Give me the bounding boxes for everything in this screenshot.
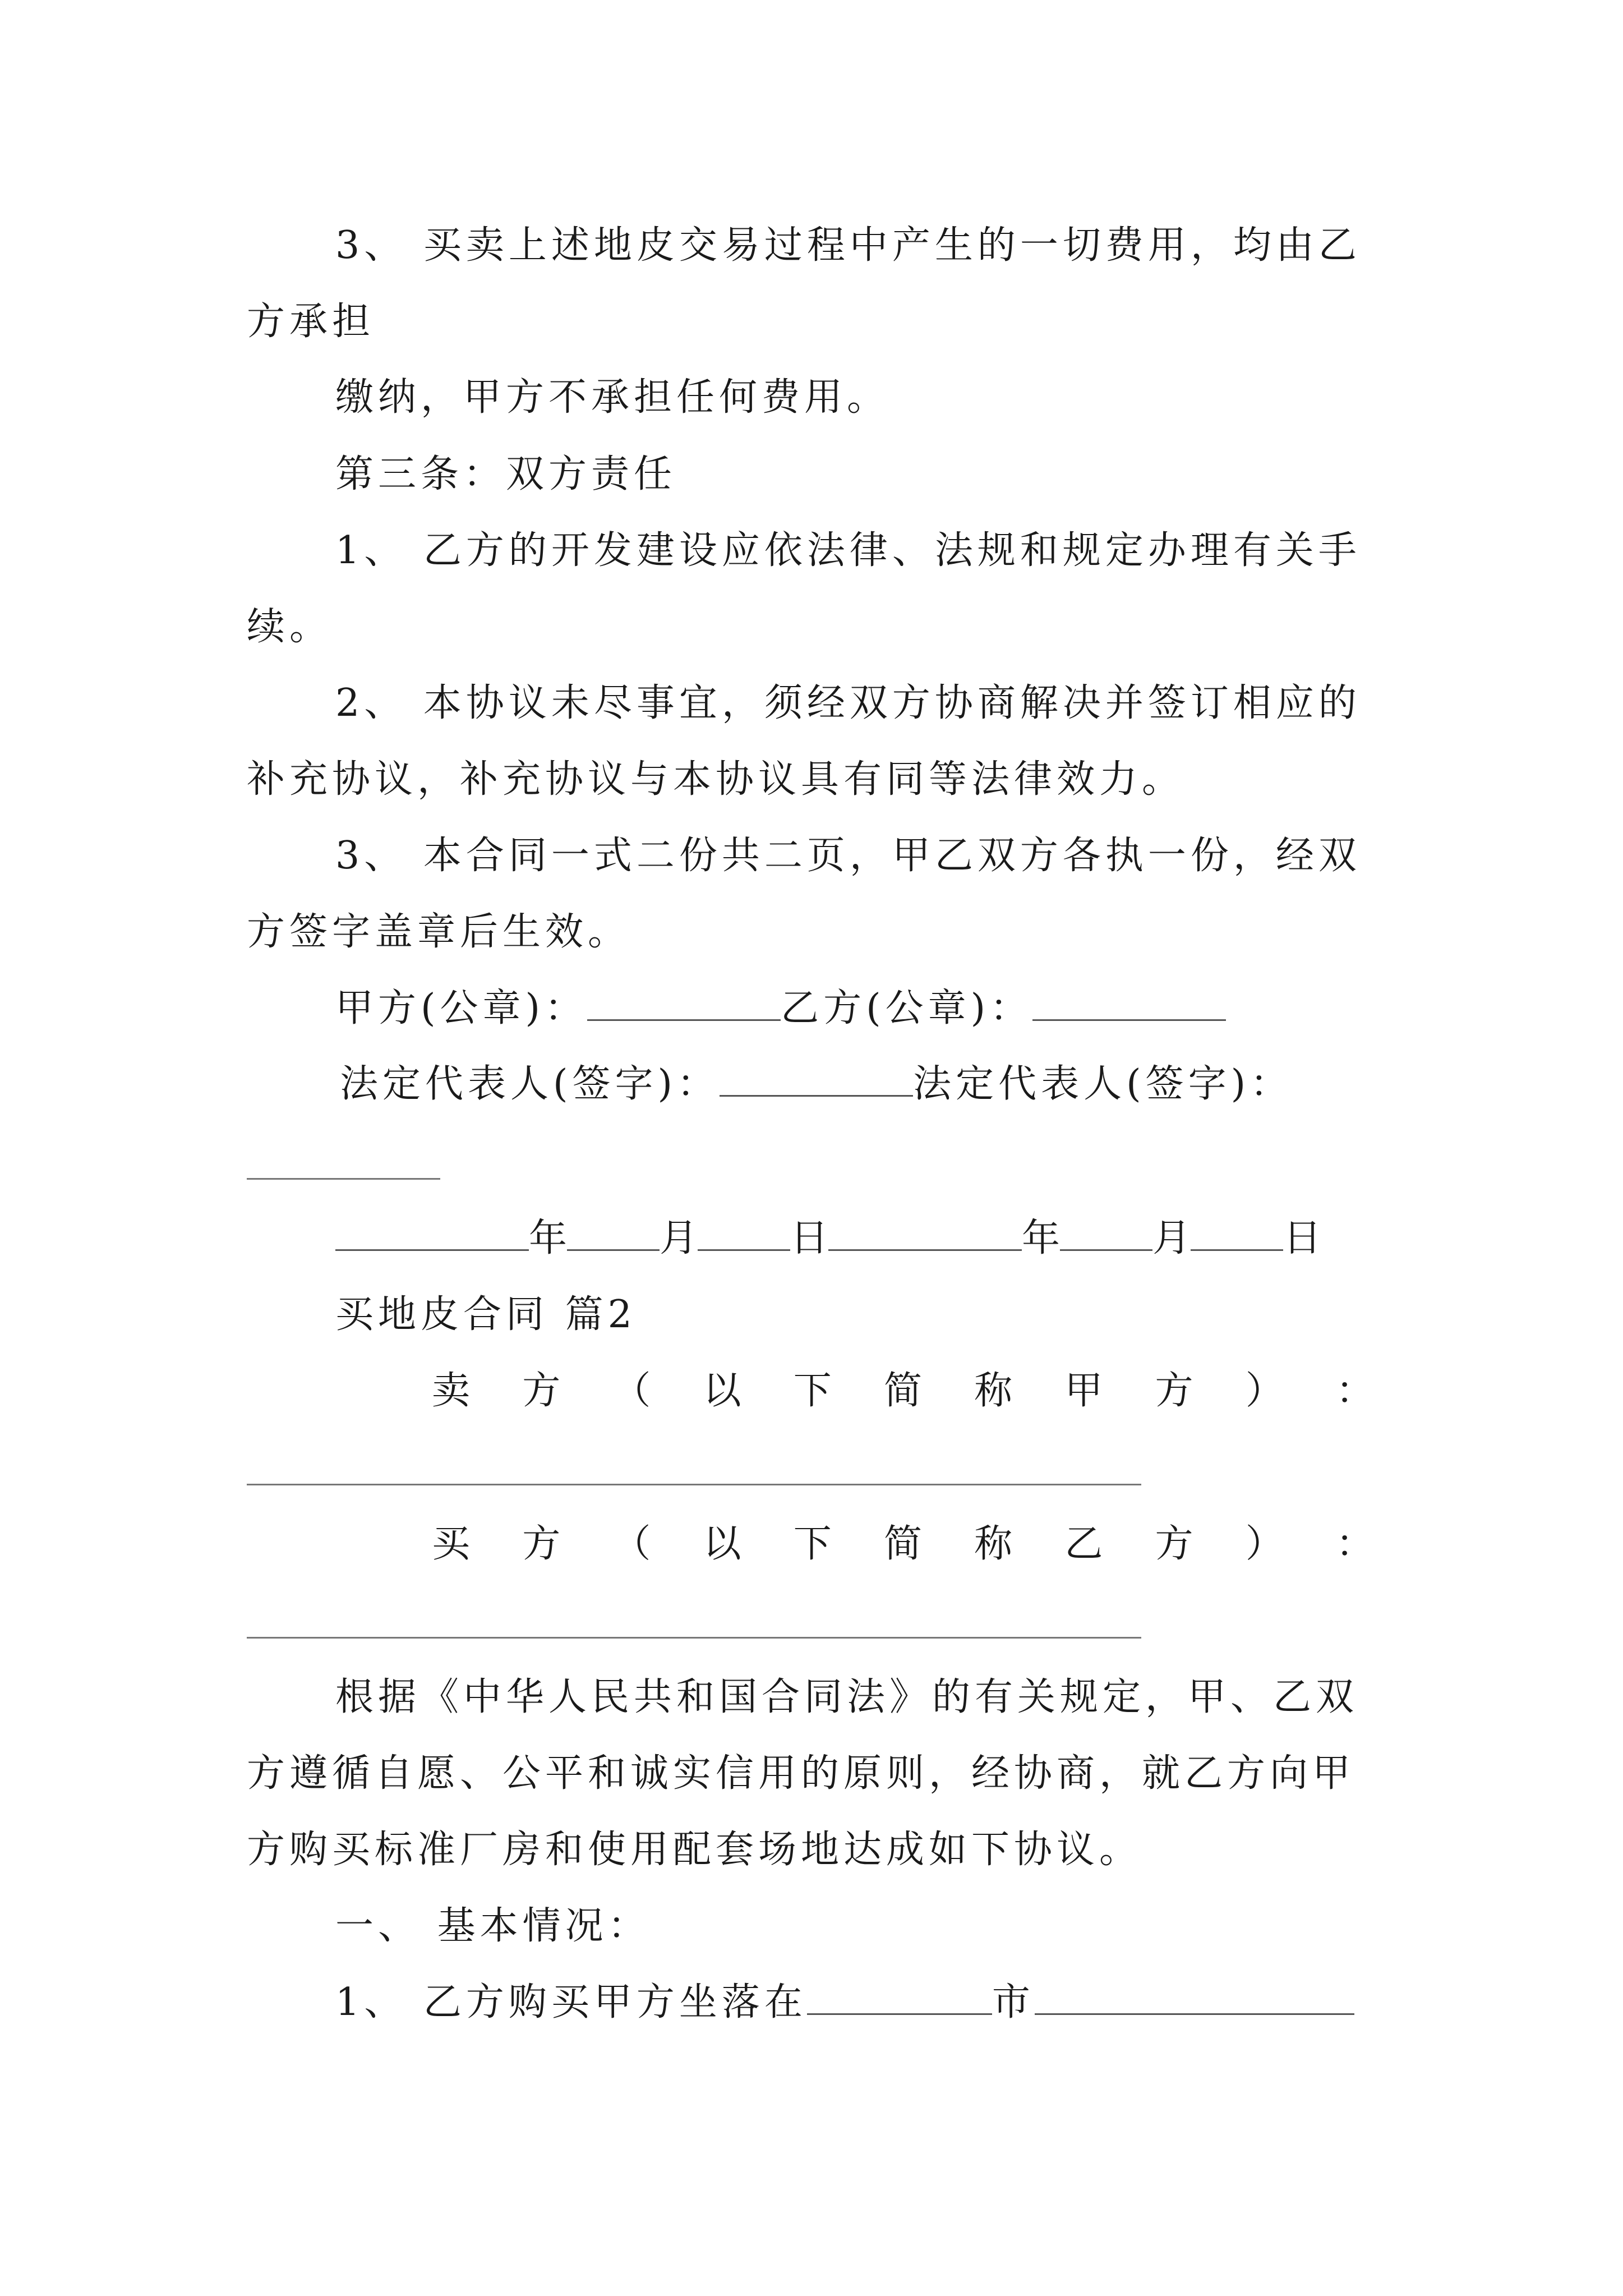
basic-item-1-line bbox=[335, 1980, 1354, 2025]
seller-char: 简 bbox=[883, 1369, 922, 1413]
buyer-char: 买 bbox=[432, 1522, 471, 1566]
clause-3-line-3: 缴纳，甲方不承担任何费用。 bbox=[335, 375, 890, 420]
preamble-line-2: 方遵循自愿、公平和诚实信用的原则，经协商，就乙方向甲 bbox=[247, 1751, 1355, 1796]
buyer-char: ： bbox=[1335, 1522, 1374, 1566]
year-a-label: 年 bbox=[529, 1216, 568, 1260]
duty-3-line-2: 方签字盖章后生效。 bbox=[247, 910, 631, 954]
seller-char: （ bbox=[612, 1369, 651, 1413]
city-label: 市 bbox=[992, 1980, 1035, 2024]
month-b-blank bbox=[1060, 1217, 1152, 1251]
seller-line bbox=[432, 1369, 1374, 1414]
preamble-line-3: 方购买标准厂房和使用配套场地达成如下协议。 bbox=[247, 1828, 1142, 1872]
buyer-char: 称 bbox=[974, 1522, 1013, 1566]
buyer-char: 方 bbox=[522, 1522, 561, 1566]
buyer-blank bbox=[247, 1637, 1141, 1639]
location-blank bbox=[1035, 1981, 1354, 2015]
duty-1-line-1: 1、 乙方的开发建设应依法律、法规和规定办理有关手 bbox=[335, 528, 1361, 573]
basic-item-1-text: 1、 乙方购买甲方坐落在 bbox=[335, 1980, 807, 2024]
day-a-blank bbox=[698, 1217, 790, 1251]
seller-char: ： bbox=[1335, 1369, 1374, 1413]
seller-char: 称 bbox=[974, 1369, 1013, 1413]
party-b-seal-blank bbox=[1032, 987, 1226, 1021]
month-b-label: 月 bbox=[1152, 1216, 1191, 1260]
rep-a-blank bbox=[720, 1062, 913, 1097]
rep-b-blank bbox=[247, 1178, 440, 1180]
year-b-blank bbox=[828, 1217, 1022, 1251]
party-b-seal-label: 乙方(公章)： bbox=[781, 986, 1033, 1030]
buyer-char: 简 bbox=[883, 1522, 922, 1566]
seller-char: 下 bbox=[793, 1369, 832, 1413]
seller-char: 方 bbox=[522, 1369, 561, 1413]
buyer-char: 下 bbox=[793, 1522, 832, 1566]
day-b-label: 日 bbox=[1283, 1216, 1322, 1260]
buyer-char: 以 bbox=[703, 1522, 741, 1566]
seller-blank bbox=[247, 1484, 1141, 1485]
representative-line bbox=[340, 1062, 1293, 1107]
duty-2-line-1: 2、 本协议未尽事宜，须经双方协商解决并签订相应的 bbox=[335, 681, 1361, 725]
buyer-line bbox=[432, 1522, 1374, 1567]
rep-a-label: 法定代表人(签字)： bbox=[340, 1062, 720, 1106]
day-a-label: 日 bbox=[790, 1216, 829, 1260]
seller-char: 甲 bbox=[1064, 1369, 1103, 1413]
preamble-line-1: 根据《中华人民共和国合同法》的有关规定，甲、乙双 bbox=[335, 1675, 1359, 1719]
seller-char: 卖 bbox=[432, 1369, 471, 1413]
duty-2-line-2: 补充协议，补充协议与本协议具有同等法律效力。 bbox=[247, 757, 1185, 802]
year-b-label: 年 bbox=[1022, 1216, 1061, 1260]
section-1-heading: 一、 基本情况： bbox=[335, 1904, 651, 1948]
duty-3-line-1: 3、 本合同一式二份共二页，甲乙双方各执一份，经双 bbox=[335, 834, 1361, 878]
clause-3-line-1: 3、 买卖上述地皮交易过程中产生的一切费用，均由乙 bbox=[335, 223, 1361, 268]
buyer-char: （ bbox=[612, 1522, 651, 1566]
seller-char: ） bbox=[1245, 1369, 1284, 1413]
duty-1-line-2: 续。 bbox=[247, 605, 333, 649]
clause-3-line-2: 方承担 bbox=[247, 300, 375, 344]
month-a-blank bbox=[567, 1217, 660, 1251]
city-blank bbox=[807, 1981, 992, 2015]
rep-b-label: 法定代表人(签字)： bbox=[913, 1062, 1293, 1106]
year-a-blank bbox=[335, 1217, 529, 1251]
buyer-char: ） bbox=[1245, 1522, 1284, 1566]
seller-char: 方 bbox=[1155, 1369, 1193, 1413]
article-3-heading: 第三条：双方责任 bbox=[335, 452, 677, 496]
buyer-char: 方 bbox=[1155, 1522, 1193, 1566]
seal-line bbox=[335, 986, 1226, 1031]
contract-2-heading: 买地皮合同 篇2 bbox=[335, 1292, 637, 1337]
day-b-blank bbox=[1191, 1217, 1283, 1251]
date-line bbox=[335, 1216, 1321, 1261]
party-a-seal-label: 甲方(公章)： bbox=[335, 986, 588, 1030]
party-a-seal-blank bbox=[587, 987, 781, 1021]
month-a-label: 月 bbox=[660, 1216, 698, 1260]
seller-char: 以 bbox=[703, 1369, 741, 1413]
buyer-char: 乙 bbox=[1064, 1522, 1103, 1566]
